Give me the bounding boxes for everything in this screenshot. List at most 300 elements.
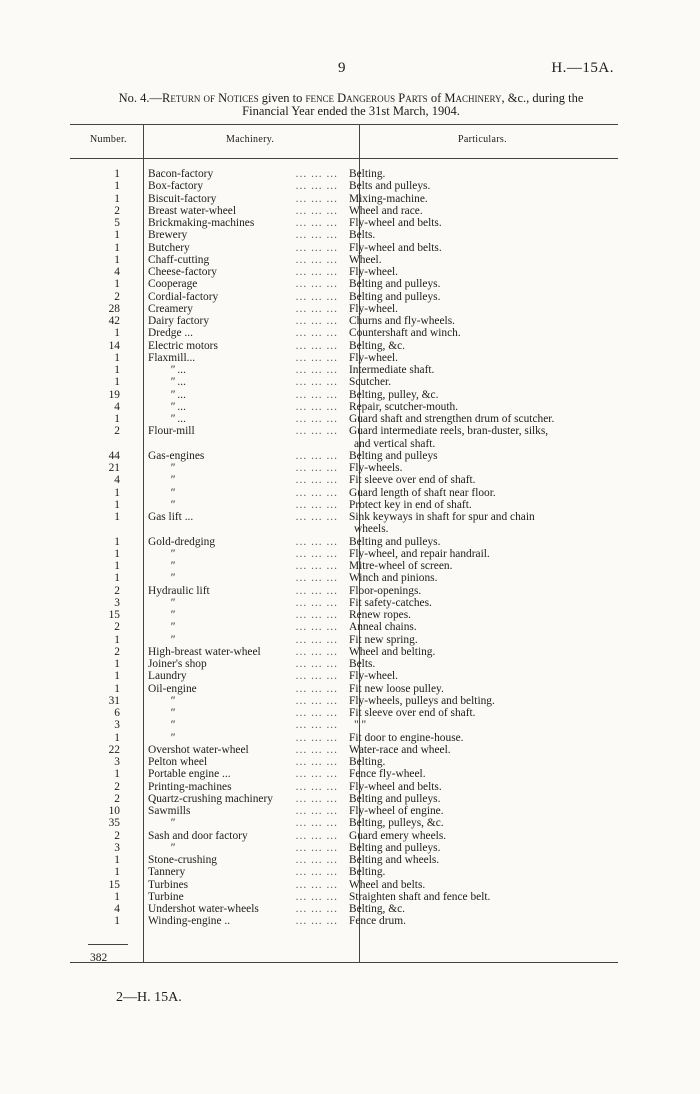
row-number: 5	[114, 217, 120, 229]
machinery-label: High-breast water-wheel	[148, 646, 265, 658]
row-number: 1	[114, 168, 120, 180]
row-number: 1	[114, 351, 120, 364]
leader-dots: ... ... ...	[295, 204, 338, 217]
row-machinery	[124, 364, 342, 376]
row-number: 2	[114, 829, 120, 842]
machinery-label: Sash and door factory	[148, 830, 252, 842]
row-particulars: Fit new loose pulley.	[349, 682, 444, 695]
leader-dots: ... ... ...	[295, 339, 338, 352]
leader-dots: ... ... ...	[295, 400, 338, 413]
title-of: of	[427, 91, 445, 105]
machinery-label: Cooperage	[148, 278, 201, 290]
row-number: 15	[108, 878, 120, 891]
row-machinery	[124, 278, 342, 290]
table-row	[70, 597, 620, 609]
table-row	[70, 536, 620, 548]
table-row	[70, 523, 620, 535]
leader-dots: ... ... ...	[295, 266, 338, 278]
table-row	[70, 303, 620, 315]
machinery-label: Dairy factory	[148, 315, 213, 327]
row-machinery	[124, 744, 342, 756]
row-particulars: Belting.	[349, 866, 386, 879]
row-machinery	[124, 597, 342, 609]
machinery-label: Gas-engines	[148, 450, 208, 462]
row-number: 1	[114, 768, 120, 781]
row-particulars: Guard emery wheels.	[349, 829, 447, 842]
row-number: 1	[114, 731, 120, 744]
row-number: 19	[108, 388, 120, 401]
leader-dots: ... ... ...	[295, 854, 338, 866]
total-number: 382	[90, 952, 108, 964]
table-row	[70, 474, 620, 486]
row-particulars: Fit door to engine-house.	[349, 731, 464, 744]
machinery-label	[148, 438, 152, 450]
machinery-label: " ...	[148, 389, 190, 401]
row-particulars: Fit new spring.	[349, 633, 418, 646]
row-number: 2	[114, 645, 120, 658]
row-particulars: Fit sleeve over end of shaft.	[349, 707, 476, 719]
row-particulars: Guard length of shaft near floor.	[349, 486, 496, 499]
row-machinery	[124, 474, 342, 486]
machinery-label: " ...	[148, 376, 190, 388]
leader-dots: ... ... ...	[295, 180, 338, 193]
row-machinery	[124, 903, 342, 915]
row-machinery	[124, 401, 342, 413]
row-particulars: Fly-wheels.	[349, 462, 403, 474]
machinery-label: Quartz-crushing machinery	[148, 793, 277, 805]
row-machinery	[124, 548, 342, 560]
row-machinery	[124, 462, 342, 474]
table-row	[70, 340, 620, 352]
table-row	[70, 560, 620, 572]
page-reference: H.—15A.	[551, 60, 614, 76]
leader-dots: ... ... ...	[295, 474, 338, 487]
machinery-label: Oil-engine	[148, 683, 201, 695]
table-row	[70, 499, 620, 511]
row-number: 1	[114, 572, 120, 585]
total-rule	[88, 944, 128, 945]
row-number: 1	[114, 633, 120, 646]
row-particulars: Belting, &c.	[349, 339, 405, 352]
leader-dots: ... ... ...	[295, 192, 338, 205]
table-row	[70, 376, 620, 388]
leader-dots: ... ... ...	[295, 805, 338, 817]
title-line-2: Financial Year ended the 31st March, 1904.	[242, 104, 460, 118]
machinery-label: "	[148, 597, 179, 609]
row-machinery	[124, 805, 342, 817]
table-row	[70, 229, 620, 241]
table-row	[70, 621, 620, 633]
leader-dots: ... ... ...	[295, 168, 338, 180]
machinery-label: "	[148, 572, 179, 584]
table-row	[70, 842, 620, 854]
table-row	[70, 817, 620, 829]
row-particulars: Fence fly-wheel.	[349, 768, 426, 781]
machinery-label: Electric motors	[148, 340, 222, 352]
row-machinery	[124, 560, 342, 572]
table-row	[70, 180, 620, 192]
leader-dots: ... ... ...	[295, 413, 338, 425]
row-machinery	[124, 291, 342, 303]
row-machinery	[124, 768, 342, 780]
title-given-to: given to	[258, 91, 306, 105]
leader-dots: ... ... ...	[295, 890, 338, 903]
machinery-label: Tannery	[148, 866, 189, 878]
row-particulars: Belting and pulleys	[349, 449, 438, 462]
row-machinery	[124, 670, 342, 682]
row-particulars: Fly-wheel.	[349, 302, 399, 315]
machinery-label: Turbines	[148, 879, 192, 891]
title-return-of-notices: Return of Notices	[161, 91, 259, 105]
row-particulars: Sink keyways in shaft for spur and chain	[349, 511, 535, 523]
table-row	[70, 291, 620, 303]
machinery-label: "	[148, 560, 179, 572]
row-number: 1	[114, 511, 120, 523]
table-row	[70, 450, 620, 462]
row-machinery	[124, 438, 342, 450]
row-machinery	[124, 266, 342, 278]
row-machinery	[124, 168, 342, 180]
machinery-label: "	[148, 487, 179, 499]
row-machinery	[124, 646, 342, 658]
row-particulars: Guard intermediate reels, bran-duster, silks,	[349, 425, 549, 438]
row-machinery	[124, 621, 342, 633]
machinery-label: Stone-crushing	[148, 854, 221, 866]
row-particulars: Mixing-machine.	[349, 192, 428, 205]
table-row	[70, 548, 620, 560]
table-row	[70, 217, 620, 229]
title-machinery: Machinery	[444, 91, 502, 105]
table-row	[70, 830, 620, 842]
machinery-label: Brewery	[148, 229, 191, 241]
machinery-label: Sawmills	[148, 805, 194, 817]
column-header-number: Number.	[90, 134, 127, 145]
header-rule	[70, 158, 618, 159]
row-machinery	[124, 193, 342, 205]
table-row	[70, 254, 620, 266]
machinery-label: Laundry	[148, 670, 191, 682]
table-row	[70, 511, 620, 523]
row-particulars: Fly-wheel of engine.	[349, 805, 444, 817]
machinery-label: " ...	[148, 413, 190, 425]
row-number: 22	[108, 743, 120, 756]
machinery-label: Breast water-wheel	[148, 205, 240, 217]
row-number: 2	[114, 621, 120, 634]
machinery-label: "	[148, 707, 179, 719]
row-number: 3	[114, 756, 120, 768]
machinery-label: Chaff-cutting	[148, 254, 213, 266]
row-number: 35	[108, 817, 120, 830]
machinery-label: Portable engine ...	[148, 768, 235, 780]
leader-dots: ... ... ...	[295, 780, 338, 793]
table-row	[70, 585, 620, 597]
machinery-label: "	[148, 462, 179, 474]
title-end: , &c., during the	[501, 91, 584, 105]
table-row	[70, 413, 620, 425]
row-machinery	[124, 450, 342, 462]
machinery-label: Turbine	[148, 891, 188, 903]
title-prefix: No. 4.—	[118, 91, 162, 105]
row-machinery	[124, 499, 342, 511]
machinery-label: Gold-dredging	[148, 536, 219, 548]
row-machinery	[124, 695, 342, 707]
table-row	[70, 487, 620, 499]
row-number: 1	[114, 376, 120, 389]
table-row	[70, 438, 620, 450]
leader-dots: ... ... ...	[295, 596, 338, 609]
page-number: 9	[338, 60, 346, 76]
row-number: 42	[108, 315, 120, 327]
row-machinery	[124, 879, 342, 891]
table-row	[70, 242, 620, 254]
row-particulars: Fly-wheel and belts.	[349, 217, 442, 229]
row-number: 1	[114, 915, 120, 928]
row-machinery	[124, 609, 342, 621]
table-row	[70, 205, 620, 217]
row-machinery	[124, 842, 342, 854]
row-number	[70, 523, 124, 535]
row-particulars: Guard shaft and strengthen drum of scutcher.	[349, 413, 555, 425]
leader-dots: ... ... ...	[295, 584, 338, 597]
leader-dots: ... ... ...	[295, 621, 338, 634]
row-machinery	[124, 217, 342, 229]
leader-dots: ... ... ...	[295, 670, 338, 683]
row-particulars: Fly-wheel.	[349, 266, 399, 278]
leader-dots: ... ... ...	[295, 364, 338, 376]
table-row	[70, 266, 620, 278]
row-machinery	[124, 303, 342, 315]
row-particulars: Floor-openings.	[349, 584, 422, 597]
row-machinery	[124, 915, 342, 927]
row-number: 28	[108, 302, 120, 315]
row-machinery	[124, 891, 342, 903]
row-particulars: Wheel and belting.	[349, 645, 436, 658]
machinery-label: "	[148, 609, 179, 621]
table-row	[70, 327, 620, 339]
row-particulars: Belts.	[349, 229, 376, 242]
row-number: 2	[114, 792, 120, 805]
machinery-label: " ...	[148, 401, 190, 413]
row-number: 1	[114, 327, 120, 340]
row-machinery	[124, 854, 342, 866]
row-number: 1	[114, 658, 120, 670]
row-particulars: Winch and pinions.	[349, 572, 438, 585]
table-row	[70, 670, 620, 682]
machinery-label: Butchery	[148, 242, 194, 254]
row-number: 1	[114, 866, 120, 879]
row-machinery	[124, 205, 342, 217]
row-number: 1	[114, 535, 120, 548]
table-row	[70, 352, 620, 364]
table-row	[70, 719, 620, 731]
leader-dots: ... ... ...	[295, 731, 338, 744]
table-row	[70, 695, 620, 707]
leader-dots: ... ... ...	[295, 351, 338, 364]
machinery-label: Bacon-factory	[148, 168, 217, 180]
row-number: 2	[114, 425, 120, 438]
leader-dots: ... ... ...	[295, 903, 338, 915]
machinery-label: Hydraulic lift	[148, 585, 214, 597]
table-row	[70, 634, 620, 646]
row-number: 1	[114, 413, 120, 425]
row-particulars: Straighten shaft and fence belt.	[349, 890, 491, 903]
machinery-label	[148, 523, 152, 535]
leader-dots: ... ... ...	[295, 756, 338, 768]
machinery-label: "	[148, 719, 179, 731]
table-row	[70, 879, 620, 891]
row-particulars: Countershaft and winch.	[349, 327, 461, 340]
table-row	[70, 891, 620, 903]
column-header-machinery: Machinery.	[226, 134, 275, 145]
row-machinery	[124, 413, 342, 425]
leader-dots: ... ... ...	[295, 878, 338, 891]
row-number: 10	[108, 805, 120, 817]
row-number: 44	[108, 449, 120, 462]
machinery-label: Brickmaking-machines	[148, 217, 258, 229]
row-machinery	[124, 866, 342, 878]
leader-dots: ... ... ...	[295, 572, 338, 585]
leader-dots: ... ... ...	[295, 449, 338, 462]
row-particulars: Belting, pulleys, &c.	[349, 817, 444, 830]
row-particulars: Belting.	[349, 756, 386, 768]
row-particulars: Wheel and belts.	[349, 878, 426, 891]
row-number: 1	[114, 364, 120, 376]
footer-reference: 2—H. 15A.	[116, 990, 182, 1005]
row-number: 14	[108, 339, 120, 352]
table-row	[70, 315, 620, 327]
leader-dots: ... ... ...	[295, 915, 338, 928]
row-machinery	[124, 536, 342, 548]
row-number: 2	[114, 290, 120, 303]
row-machinery	[124, 634, 342, 646]
leader-dots: ... ... ...	[295, 229, 338, 242]
leader-dots: ... ... ...	[295, 841, 338, 854]
leader-dots: ... ... ...	[295, 376, 338, 389]
row-machinery	[124, 487, 342, 499]
column-header-particulars: Particulars.	[458, 134, 507, 145]
row-number: 4	[114, 266, 120, 278]
row-number: 4	[114, 903, 120, 915]
row-machinery	[124, 572, 342, 584]
bottom-rule	[70, 962, 618, 963]
row-machinery	[124, 585, 342, 597]
row-machinery	[124, 732, 342, 744]
row-number: 1	[114, 278, 120, 291]
row-machinery	[124, 315, 342, 327]
machinery-label: Cordial-factory	[148, 291, 222, 303]
row-number: 1	[114, 192, 120, 205]
row-machinery	[124, 719, 342, 731]
row-number: 3	[114, 596, 120, 609]
leader-dots: ... ... ...	[295, 302, 338, 315]
leader-dots: ... ... ...	[295, 792, 338, 805]
row-particulars: Mitre-wheel of screen.	[349, 560, 453, 572]
table-row	[70, 168, 620, 180]
row-machinery	[124, 376, 342, 388]
table-row	[70, 805, 620, 817]
leader-dots: ... ... ...	[295, 707, 338, 719]
table-row	[70, 646, 620, 658]
row-number: 21	[108, 462, 120, 474]
table-row	[70, 609, 620, 621]
machinery-label: Winding-engine ..	[148, 915, 234, 927]
leader-dots: ... ... ...	[295, 241, 338, 254]
row-machinery	[124, 658, 342, 670]
machinery-label: Gas lift ...	[148, 511, 197, 523]
leader-dots: ... ... ...	[295, 682, 338, 695]
leader-dots: ... ... ...	[295, 388, 338, 401]
row-particulars: Scutcher.	[349, 376, 392, 389]
table-row	[70, 756, 620, 768]
table-row	[70, 658, 620, 670]
table-row	[70, 401, 620, 413]
row-number: 6	[114, 707, 120, 719]
row-particulars: Protect key in end of shaft.	[349, 498, 472, 511]
table-row	[70, 854, 620, 866]
machinery-label: "	[148, 634, 179, 646]
row-particulars: " "	[354, 719, 367, 732]
leader-dots: ... ... ...	[295, 768, 338, 781]
row-machinery	[124, 756, 342, 768]
row-machinery	[124, 254, 342, 266]
leader-dots: ... ... ...	[295, 315, 338, 327]
row-machinery	[124, 389, 342, 401]
row-machinery	[124, 229, 342, 241]
machinery-label: Overshot water-wheel	[148, 744, 253, 756]
table-row	[70, 915, 620, 927]
table-title	[84, 92, 618, 118]
row-number: 2	[114, 204, 120, 217]
row-particulars: Fly-wheels, pulleys and belting.	[349, 694, 495, 707]
machinery-label: Biscuit-factory	[148, 193, 220, 205]
row-particulars: Belts and pulleys.	[349, 180, 431, 193]
leader-dots: ... ... ...	[295, 547, 338, 560]
leader-dots: ... ... ...	[295, 278, 338, 291]
row-number: 1	[114, 229, 120, 242]
row-particulars: Belting and pulleys.	[349, 290, 441, 303]
leader-dots: ... ... ...	[295, 535, 338, 548]
row-number: 3	[114, 841, 120, 854]
leader-dots: ... ... ...	[295, 327, 338, 340]
table-row	[70, 425, 620, 437]
table-row	[70, 793, 620, 805]
row-machinery	[124, 683, 342, 695]
machinery-label: Joiner's shop	[148, 658, 211, 670]
leader-dots: ... ... ...	[295, 645, 338, 658]
row-machinery	[124, 781, 342, 793]
machinery-label: "	[148, 842, 179, 854]
table-body	[70, 168, 620, 928]
top-rule	[70, 124, 618, 125]
machinery-label: Pelton wheel	[148, 756, 211, 768]
machinery-label: Creamery	[148, 303, 197, 315]
table-row	[70, 707, 620, 719]
table-row	[70, 781, 620, 793]
row-number: 15	[108, 609, 120, 621]
machinery-label: Cheese-factory	[148, 266, 221, 278]
row-number: 1	[114, 682, 120, 695]
row-particulars: Churns and fly-wheels.	[349, 315, 455, 327]
row-number: 1	[114, 241, 120, 254]
leader-dots: ... ... ...	[295, 511, 338, 523]
row-machinery	[124, 340, 342, 352]
leader-dots: ... ... ...	[295, 425, 338, 438]
row-particulars: Belting and pulleys.	[349, 792, 441, 805]
table-row	[70, 768, 620, 780]
row-machinery	[124, 817, 342, 829]
table-row	[70, 732, 620, 744]
leader-dots: ... ... ...	[295, 498, 338, 511]
